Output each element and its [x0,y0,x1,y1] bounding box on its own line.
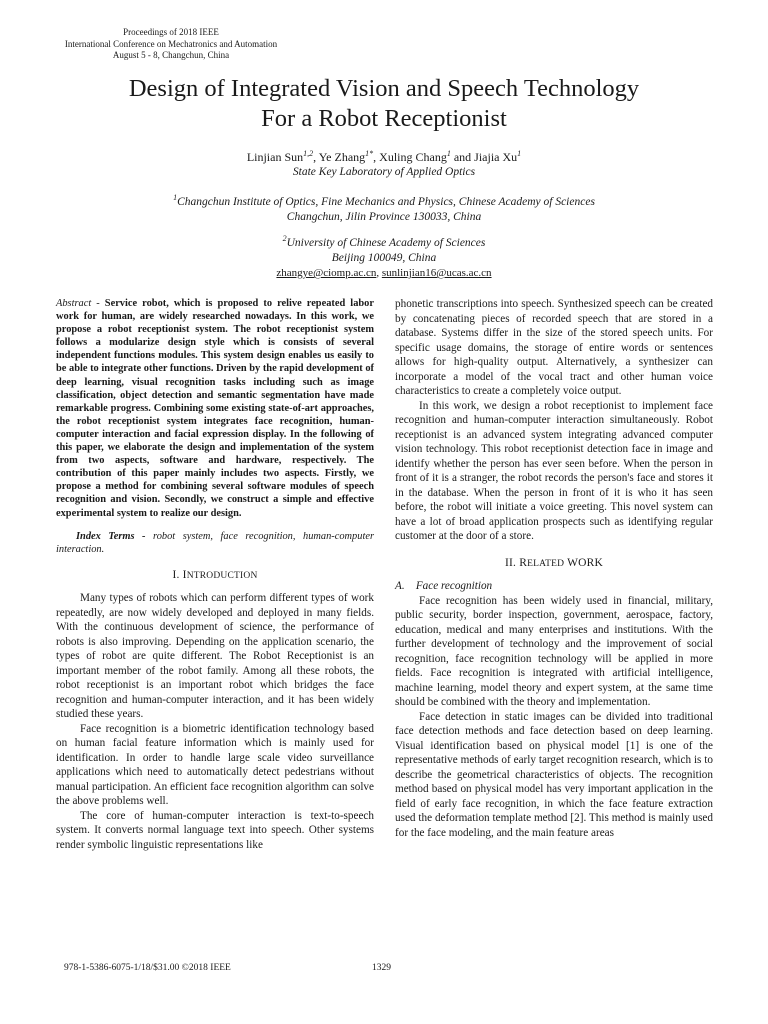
email-separator: , [376,267,380,279]
paragraph: phonetic transcriptions into speech. Synthesized speech can be created by concatenating pieces of recorded speech that are stored in a database. Systems differ in the size of the stored speech units. For specific usage domains, the storage of entire words or sentences allows for high-quality output. Alternatively, a synthesizer can incorporate a model of the vocal tract and other human voice characteristics to create a completely voice output. [395,298,713,397]
email-line [40,266,728,280]
paragraph: Face detection in static images can be divided into traditional face detection methods and face detection based on deep learning. Visual identification based on physical model [1] is one of the representative methods of early target recognition research, which is to describe the geometrical characteristics of objects. The recognition method based on physical model has very important application in the field of early face recognition, in which the face feature extraction used the deformation template method [2]. This method is mainly used for the face modeling, and the main feature areas [395,710,713,839]
email-link[interactable]: zhangye@ciomp.ac.cn [276,267,377,279]
author-name: Ye Zhang [318,150,366,164]
author-affiliation-mark: 1* [365,149,374,158]
paper-title [40,74,728,134]
paragraph: In this work, we design a robot receptionist to implement face recognition and human-computer interaction simultaneously. Robot receptionist is an advanced system integrating advanced computer vision technology. This robot receptionist detection face in image and identify whether the person has ever seen before. When the person in front of it is a stranger, the robot records the person's face and stores it in the database. When the person in front of it is who it has seen before, the robot will initiate a voice greeting. This novel system can have a lot of broad application prospects such as identifying regular customer at the door of a store. [395,399,713,542]
affiliation-lab: State Key Laboratory of Applied Optics [292,166,476,178]
paragraph: Face recognition is a biometric identification technology based on human facial feature information which is mainly used for identification. In order to handle large scale video surveillance applications which need to automatically detect pedestrians without manual participation. An efficient face recognition algorithm can solve the above problems well. [56,722,374,808]
affiliation-1 [40,190,728,226]
affiliation-mark: 2 [282,234,287,243]
page-number: 1329 [372,963,391,973]
author-name: Jiajia Xu [474,150,518,164]
title-line-1: Design of Integrated Vision and Speech Technology [128,75,640,102]
index-terms-text: robot system, face recognition, human-computer interaction. [56,530,374,555]
paragraph: Face recognition has been widely used in financial, military, public security, border inspection, government, aerospace, factory, education, medical and many enterprises and institutions. With the further development of technology and the improvement of social recognition, face recognition technology will be applied in more fields. Face recognition is integrated with artificial intelligence, machine learning, model theory and expert system, at the same time should be combined with the theory and implementation. [395,594,713,708]
section-heading-related-work: II. RELATED WORK [505,556,603,569]
email-link[interactable]: sunlinjian16@ucas.ac.cn [381,267,492,279]
author-name: Linjian Sun [246,150,304,164]
abstract-label: Abstract - [56,298,100,309]
paragraph: The core of human-computer interaction is text-to-speech system. It converts normal language text into speech. Other systems render symbolic linguistic representations like [56,809,374,851]
author-affiliation-mark: 1 [517,149,522,158]
abstract-text: Service robot, which is proposed to relive repeated labor work for human, are widely researched nowadays. In this work, we propose a robot receptionist system. The robot receptionist system follows a modularize design style which is consists of several independent functions modules. This system design enables us easily to be able to integrate other functions. Driven by the rapid development of deep learning, visual recognition tasks including such as image classification, object detection and semantic segmentation have made remarkable progress. Combining some existing state-of-art approaches, the robot receptionist system integrates face recognition, human-computer interaction and facial expression display. In the following of this paper, we elaborate the design and implementation of the system from two aspects, software and hardware, respectively. The contribution of this paper mainly includes two aspects. Firstly, we propose a method for combining several software modules of speech recognition and vision. Secondly, we construct a simple and effective experimental system to realize our design. [56,298,374,519]
affiliation-2 [40,231,728,267]
paragraph: Many types of robots which can perform different types of work repeatedly, are now widely developed and deployed in many fields. With the continuous development of science, the performance of robots is also improving. Depending on the application scenario, the types of robot are quite different. The Robot Receptionist is an important member of the robot family. Among all these robots, the robot receptionist is an important robot which bridges the face recognition and human-computer interaction, and it has been widely studied these years. [56,592,374,721]
left-column [56,297,374,852]
conference-line-3: August 5 - 8, Changchun, China [112,50,230,60]
index-terms [56,530,374,556]
abstract [56,297,374,520]
conference-line-1: Proceedings of 2018 IEEE [123,27,219,37]
author-conjunction: and [453,150,472,164]
index-terms-label: Index Terms - [76,530,146,542]
affiliation-2-city: Beijing 100049, China [331,252,437,265]
title-line-2: For a Robot Receptionist [261,105,507,132]
conference-line-2: International Conference on Mechatronics and Automation [64,38,278,49]
copyright-footer: 978-1-5386-6075-1/18/$31.00 ©2018 IEEE [64,963,231,973]
author-affiliation-mark: 1 [446,149,451,158]
author-name: Xuling Chang [379,150,447,164]
affiliation-1-city: Changchun, Jilin Province 130033, China [286,211,482,224]
affiliation-2-name: University of Chinese Academy of Sciences [286,236,486,249]
author-affiliation-mark: 1,2 [303,149,314,158]
affiliation-mark: 1 [173,193,178,202]
section-heading-introduction: I. INTRODUCTION [172,568,258,581]
conference-header [48,27,294,62]
subsection-heading: A. Face recognition [395,580,493,592]
affiliation-1-name: Changchun Institute of Optics, Fine Mechanics and Physics, Chinese Academy of Sciences [177,195,595,208]
right-column [395,297,713,840]
author-list: Linjian Sun$^{1,2}$, Ye Zhang$^{1*}$, Xuling Chang$^1$ and Jiajia Xu$^1$ [246,149,522,164]
